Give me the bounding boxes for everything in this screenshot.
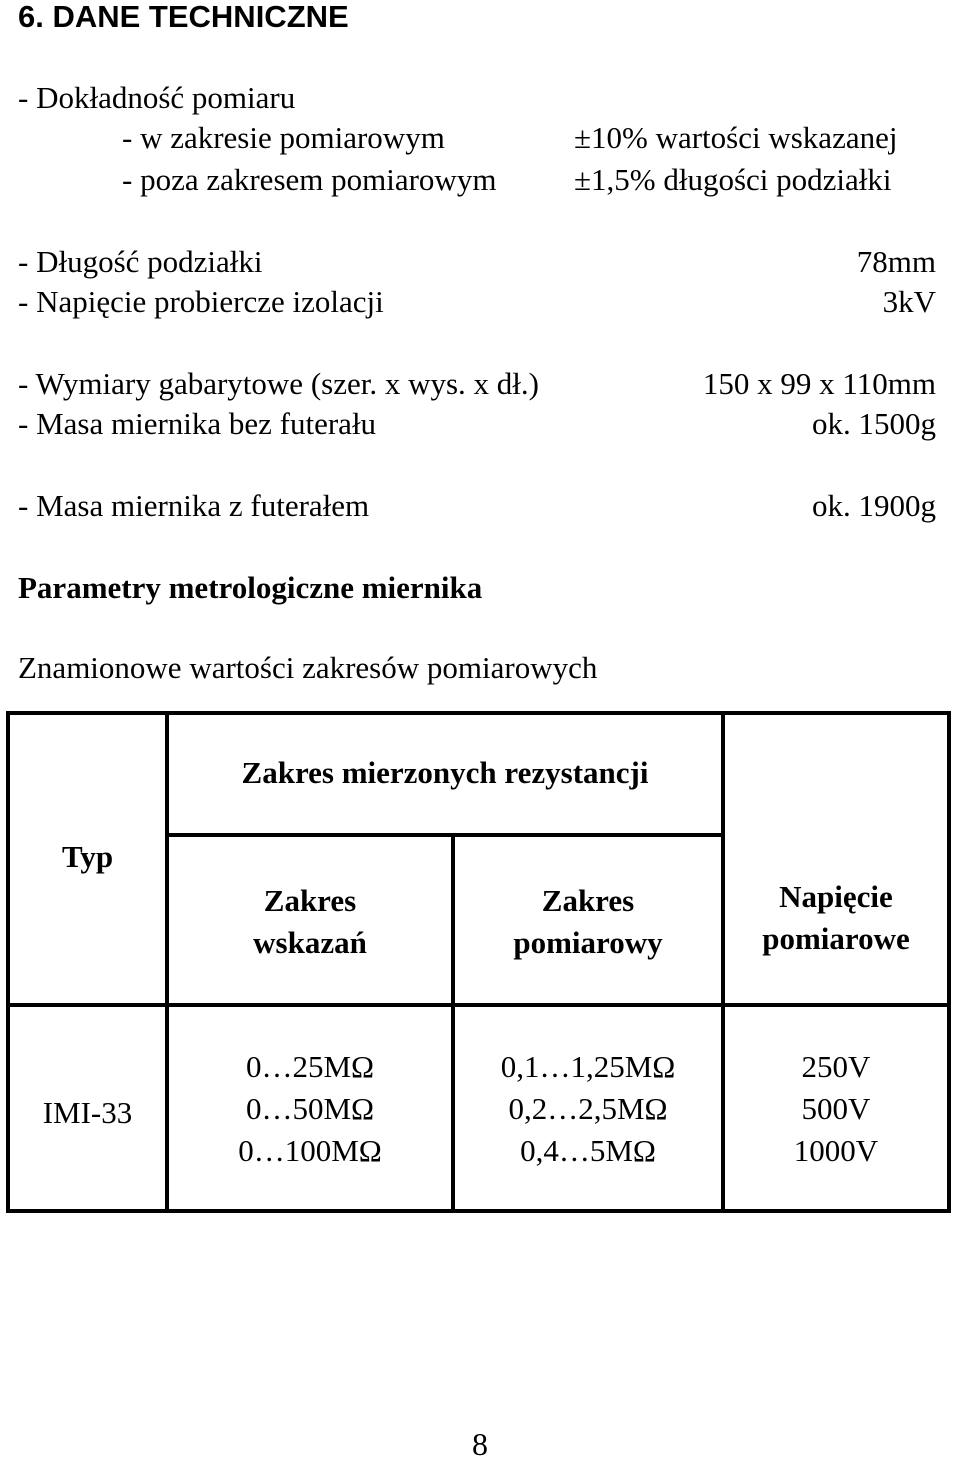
- spec-value: 78mm: [856, 244, 936, 279]
- spec-row: [18, 242, 936, 282]
- cell-voltage: 500V: [801, 1091, 871, 1126]
- cell-measurement: 0,2…2,5MΩ: [508, 1091, 668, 1126]
- accuracy-row-value: ±10% wartości wskazanej: [574, 120, 898, 155]
- accuracy-row-value: ±1,5% długości podziałki: [574, 162, 892, 197]
- header-group: Zakres mierzonych rezystancji: [241, 755, 649, 790]
- spec-row: [18, 486, 936, 526]
- header-measurement: pomiarowy: [513, 925, 663, 960]
- accuracy-row-label: - poza zakresem pomiarowym: [122, 162, 497, 197]
- spec-label: - Napięcie probiercze izolacji: [18, 284, 384, 319]
- ranges-title: Znamionowe wartości zakresów pomiarowych: [18, 650, 598, 685]
- spec-label: - Długość podziałki: [18, 244, 263, 279]
- table-border-bottom: [6, 1209, 951, 1213]
- accuracy-label: - Dokładność pomiaru: [18, 80, 296, 115]
- header-indication: Zakres: [263, 883, 357, 918]
- accuracy-label-row: [18, 78, 936, 118]
- table-border-top: [6, 711, 951, 715]
- spec-row: [18, 404, 936, 444]
- accuracy-row: [18, 118, 936, 158]
- cell-voltage: 1000V: [793, 1133, 879, 1168]
- spec-label: - Masa miernika z futerałem: [18, 488, 370, 523]
- spec-value: ok. 1500g: [812, 406, 936, 441]
- accuracy-row-label: - w zakresie pomiarowym: [122, 120, 445, 155]
- cell-measurement: 0,1…1,25MΩ: [500, 1049, 676, 1084]
- accuracy-row: [18, 160, 936, 200]
- header-voltage: pomiarowe: [762, 921, 910, 956]
- table-divider: [6, 1003, 951, 1007]
- cell-measurement: 0,4…5MΩ: [520, 1133, 656, 1168]
- spec-value: ok. 1900g: [812, 488, 936, 523]
- spec-row: [18, 364, 936, 404]
- metrology-title: Parametry metrologiczne miernika: [18, 570, 483, 605]
- cell-voltage: 250V: [801, 1049, 871, 1084]
- table-border-left: [6, 711, 10, 1213]
- page-number: 8: [472, 1426, 488, 1462]
- table-border-right: [947, 711, 951, 1213]
- spec-value: 150 x 99 x 110mm: [702, 366, 936, 401]
- spec-label: - Wymiary gabarytowe (szer. x wys. x dł.): [18, 366, 539, 401]
- table-divider: [165, 833, 725, 837]
- spec-label: - Masa miernika bez futerału: [18, 406, 377, 441]
- cell-type: IMI-33: [42, 1095, 133, 1130]
- cell-indication: 0…100MΩ: [238, 1133, 382, 1168]
- header-voltage: Napięcie: [779, 879, 893, 914]
- header-type: Typ: [61, 839, 114, 874]
- header-indication: wskazań: [253, 925, 367, 960]
- cell-indication: 0…50MΩ: [245, 1091, 375, 1126]
- spec-row: [18, 282, 936, 322]
- spec-value: 3kV: [882, 284, 936, 319]
- section-heading: 6. DANE TECHNICZNE: [18, 0, 349, 34]
- header-measurement: Zakres: [541, 883, 635, 918]
- cell-indication: 0…25MΩ: [245, 1049, 375, 1084]
